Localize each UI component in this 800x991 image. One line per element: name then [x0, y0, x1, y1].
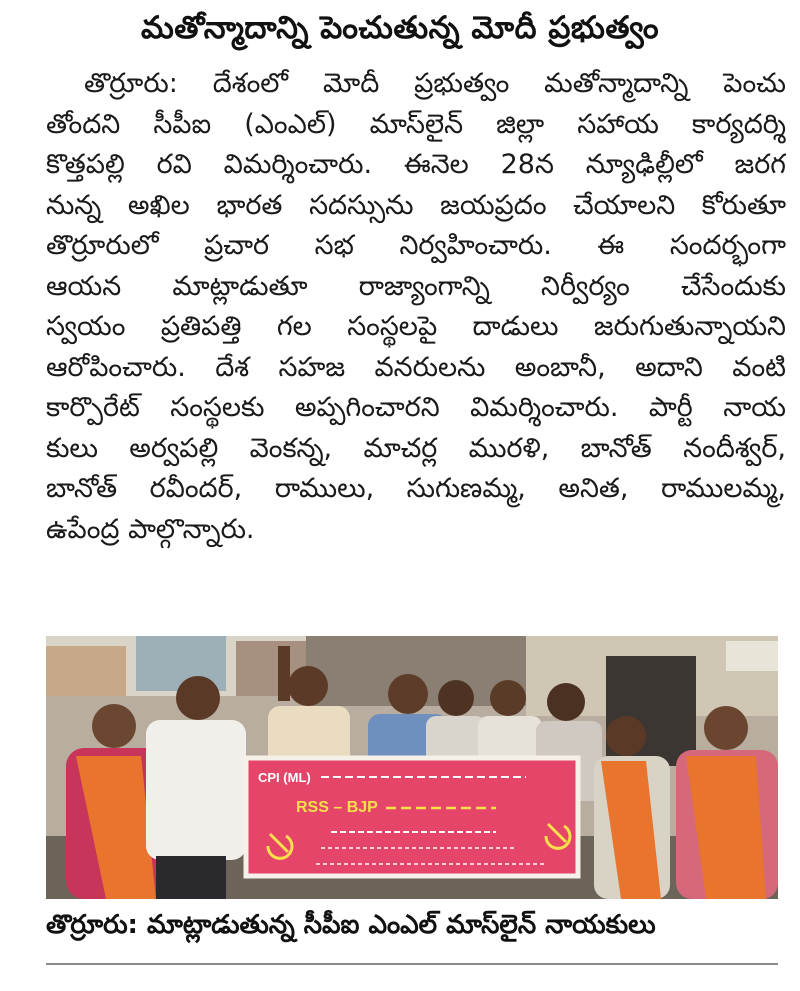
body-line: తోందని సీపీఐ (ఎంఎల్) మాస్‌లైన్ జిల్లా సహాయ కార్యదర్శి [46, 108, 786, 140]
body-line: కొత్తపల్లి రవి విమర్శించారు. ఈనెల 28న న్యూఢిల్లీలో జరగ [46, 149, 786, 180]
body-line: కులు అర్వపల్లి వెంకన్న, మాచర్ల మురళి, బానోత్ నందీశ్వర్, [46, 432, 786, 464]
article-headline: మతోన్మాదాన్ని పెంచుతున్న మోదీ ప్రభుత్వం [140, 10, 660, 46]
body-line: ఆరోపించారు. దేశ సహజ వనరులను అంబానీ, అదాని వంటి [46, 351, 786, 383]
body-line: నున్న అఖిల భారత సదస్సును జయప్రదం చేయాలని కోరుతూ [46, 189, 786, 221]
body-line: ఆయన మాట్లాడుతూ రాజ్యాంగాన్ని నిర్వీర్యం చేసేందుకు [46, 270, 786, 302]
previous-headline-fragment [0, 0, 800, 8]
article-body [46, 64, 786, 550]
body-line: స్వయం ప్రతిపత్తి గల సంస్థలపై దాడులు జరుగుతున్నాయని [46, 311, 786, 342]
photo-caption: తొర్రూరు: మాట్లాడుతున్న సీపీఐ ఎంఎల్ మాస్‌లైన్ నాయకులు [46, 910, 656, 940]
body-line: ఉపేంద్ర పాల్గొన్నారు. [46, 513, 255, 545]
body-line: కార్పొరేట్ సంస్థలకు అప్పగించారని విమర్శించారు. పార్టీ నాయ [46, 392, 786, 423]
bottom-divider [46, 963, 778, 965]
body-line: తొర్రూరు: దేశంలో మోదీ ప్రభుత్వం మతోన్మాదాన్ని పెంచు [84, 68, 786, 99]
photo-illustration [46, 636, 778, 899]
body-line: తొర్రూరులో ప్రచార సభ నిర్వహించారు. ఈ సందర్భంగా [46, 230, 786, 261]
body-line: బానోత్ రవీందర్, రాములు, సుగుణమ్మ, అనిత, రాములమ్మ, [46, 473, 786, 504]
news-photo [46, 636, 778, 899]
banner-text-2: RSS – BJP [296, 799, 378, 816]
banner-text-1: CPI (ML) [258, 770, 311, 785]
